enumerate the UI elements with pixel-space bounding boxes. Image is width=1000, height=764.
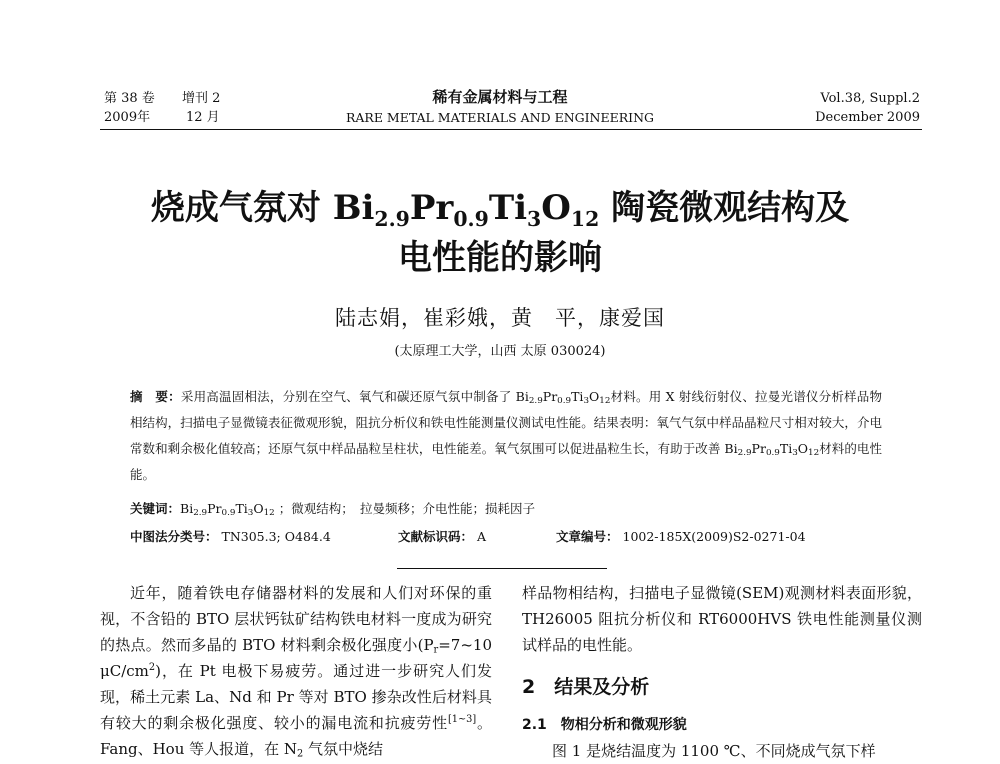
abstract-o-sub: 12 bbox=[599, 396, 611, 407]
abstract bbox=[130, 384, 882, 488]
title-suffix: 陶瓷微观结构及 bbox=[599, 188, 850, 228]
journal-title-cn: 稀有金属材料与工程 bbox=[432, 88, 568, 106]
title-o-subscript: 12 bbox=[570, 207, 600, 232]
paper-title-line1 bbox=[0, 186, 1000, 230]
intro-text-a: 近年，随着铁电存储器材料的发展和人们对环保的重视，不含铅的 BTO 层状钙钛矿结构铁电材料一度成为研究的热点。然而多晶的 BTO 材料剩余极化强度小(P bbox=[100, 584, 492, 654]
intro-n2-sub: 2 bbox=[297, 748, 304, 760]
paper-title-line2: 电性能的影响 bbox=[398, 238, 602, 278]
abstract-text-b: 材料。用 X 射线衍射仪、拉曼光谱仪分析样品物相结构，扫描电子显微镜表征微观形貌，阻抗分析仪和铁电性能测量仪测试电性能。结果表明：氧气气氛中样品晶粒尺寸相对较大，介电常数和剩余极化值较高；还原气氛中样品晶粒呈柱状，电性能差。氧气氛围可以促进晶粒生长，有助于改善 Bi bbox=[130, 389, 882, 456]
title-ti-subscript: 3 bbox=[527, 207, 542, 232]
body-right-column bbox=[522, 580, 922, 764]
intro-text-d: 。Fang、Hou 等人报道，在 N bbox=[100, 714, 492, 758]
doc-code-label: 文献标识码： bbox=[398, 529, 474, 544]
abstract-ti-sub-2: 3 bbox=[792, 448, 798, 459]
intro-text-b: =7~10 μC/cm bbox=[100, 636, 492, 680]
intro-pr-sub: r bbox=[433, 644, 439, 656]
volume-label-en: Vol.38, Suppl.2 bbox=[820, 91, 920, 106]
abstract-text-c: 材料的电性能。 bbox=[130, 441, 882, 482]
abstract-pr: Pr bbox=[542, 389, 558, 404]
abstract-o-2: O bbox=[797, 441, 809, 456]
keywords-formula-o: O bbox=[253, 501, 264, 516]
intro-sup: 2 bbox=[148, 662, 156, 674]
title-pr-subscript: 0.9 bbox=[453, 207, 489, 232]
intro-text-c: )，在 Pt 电极下易疲劳。通过进一步研究人们发现，稀土元素 La、Nd 和 Pr 等对 BTO 掺杂改性后材料具有较大的剩余极化强度、较小的漏电流和抗疲劳性 bbox=[100, 662, 492, 732]
title-bi-subscript: 2.9 bbox=[374, 207, 410, 232]
keywords-formula-ti: Ti bbox=[235, 501, 248, 516]
title-o: O bbox=[541, 188, 571, 228]
abstract-bi-sub: 2.9 bbox=[528, 396, 543, 407]
authors: 陆志娟，崔彩娥，黄 平，康爱国 bbox=[335, 306, 665, 330]
keywords-formula-bi: Bi bbox=[180, 501, 194, 516]
results-paragraph: 图 1 是烧结温度为 1100 ℃、不同烧成气氛下样 bbox=[552, 742, 876, 760]
keywords-label: 关键词： bbox=[130, 501, 181, 516]
keywords-o-sub: 12 bbox=[263, 508, 275, 519]
intro-text-e: 气氛中烧结 bbox=[303, 740, 384, 758]
body-left-column bbox=[100, 580, 492, 762]
abstract-separator-rule bbox=[397, 568, 607, 569]
intro-ref: [1~3] bbox=[447, 714, 477, 726]
subsection-heading: 2.1 物相分析和微观形貌 bbox=[522, 717, 687, 733]
date-label-en: December 2009 bbox=[815, 110, 920, 125]
intro-paragraph bbox=[100, 580, 492, 762]
section-heading: 2 结果及分析 bbox=[522, 676, 650, 698]
month-label: 12 月 bbox=[186, 110, 220, 125]
header-rule bbox=[100, 129, 922, 130]
abstract-ti-2: Ti bbox=[779, 441, 793, 456]
year-label: 2009年 bbox=[104, 110, 151, 125]
journal-title-en: RARE METAL MATERIALS AND ENGINEERING bbox=[345, 110, 655, 125]
keywords bbox=[130, 499, 890, 519]
abstract-o-sub-2: 12 bbox=[808, 448, 820, 459]
article-number-value: 1002-185X(2009)S2-0271-04 bbox=[622, 529, 806, 544]
doc-code bbox=[398, 527, 486, 547]
abstract-text-a: 采用高温固相法，分别在空气、氧气和碳还原气氛中制备了 Bi bbox=[180, 389, 529, 404]
abstract-pr-sub: 0.9 bbox=[557, 396, 572, 407]
title-prefix: 烧成气氛对 Bi bbox=[150, 188, 375, 228]
methods-paragraph: 样品物相结构，扫描电子显微镜(SEM)观测材料表面形貌，TH26005 阻抗分析仪和 RT6000HVS 铁电性能测量仪测试样品的电性能。 bbox=[522, 584, 922, 654]
clc-value: TN305.3; O484.4 bbox=[221, 529, 331, 544]
abstract-o: O bbox=[589, 389, 600, 404]
abstract-ti-sub: 3 bbox=[583, 396, 590, 407]
keywords-rest: ；微观结构； 拉曼频移；介电性能；损耗因子 bbox=[274, 501, 535, 516]
affiliation: (太原理工大学，山西 太原 030024) bbox=[394, 344, 606, 359]
title-pr: Pr bbox=[409, 188, 454, 228]
keywords-pr-sub: 0.9 bbox=[221, 508, 236, 519]
abstract-pr-sub-2: 0.9 bbox=[765, 448, 780, 459]
volume-label: 第 38 卷 bbox=[104, 91, 155, 106]
abstract-pr-2: Pr bbox=[751, 441, 766, 456]
abstract-bi-sub-2: 2.9 bbox=[737, 448, 752, 459]
supplement-label: 增刊 2 bbox=[182, 91, 221, 106]
article-number-label: 文章编号： bbox=[556, 529, 619, 544]
keywords-bi-sub: 2.9 bbox=[193, 508, 208, 519]
abstract-ti: Ti bbox=[571, 389, 584, 404]
title-ti: Ti bbox=[488, 188, 528, 228]
clc-label: 中图法分类号： bbox=[130, 529, 218, 544]
keywords-ti-sub: 3 bbox=[247, 508, 254, 519]
doc-code-value: A bbox=[477, 529, 487, 544]
abstract-label: 摘 要： bbox=[130, 389, 181, 404]
keywords-formula-pr: Pr bbox=[207, 501, 222, 516]
article-number bbox=[556, 527, 806, 547]
